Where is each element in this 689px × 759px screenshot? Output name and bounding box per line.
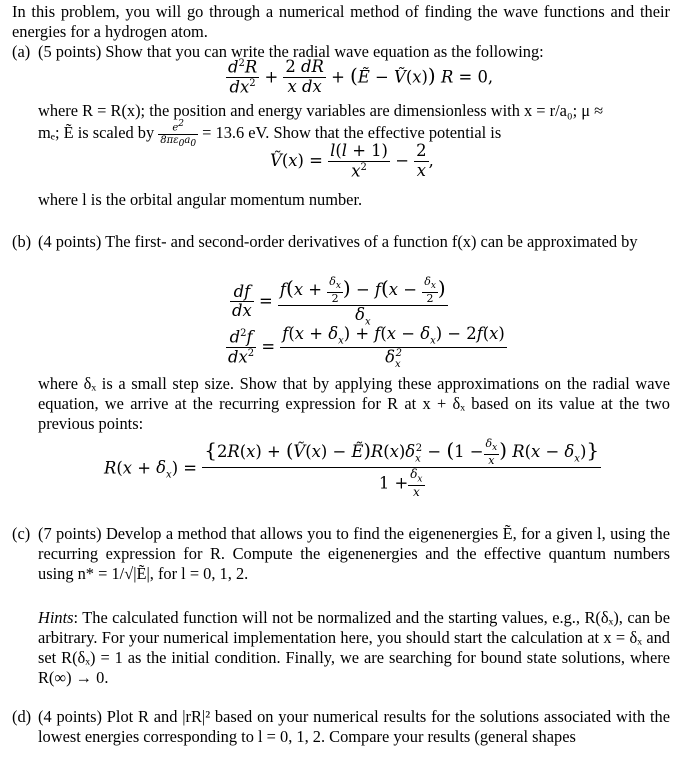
scale-text-after: = 13.6 eV. Show that the effective potential is bbox=[202, 122, 502, 142]
part-a-where-line3: where l is the orbital angular momentum number. bbox=[38, 190, 363, 209]
recurrence-equation: $R(x + \delta_x)$ = {2R(x) + (Ṽ(x) − $Ẽ)R(x)\delta_x^2 - (1$ − $\frac{\delta_x}{x}$ ) $R(x - \delta_x)$} 1 + $\frac{\delta_x}{x}$ bbox=[104, 437, 600, 499]
part-c-hints bbox=[38, 608, 670, 688]
part-c-label: (c) bbox=[12, 524, 31, 543]
part-c-text1: (7 points) Develop a method that allows you to find the eigenenergies Ẽ, for a given l, using the recurring expression for R. Compute the eigenenergies and the effective quantum numbers using n* = 1/√|Ẽ|, for l = 0, 1, 2. bbox=[38, 524, 670, 584]
effective-potential-equation: Ṽ(x) = $\frac{l(l + 1)}{x^2}$ − $\frac{2}{x}$ , bbox=[270, 141, 434, 181]
hints-label: Hints bbox=[38, 608, 74, 627]
part-d-label: (d) bbox=[12, 707, 32, 726]
radial-wave-equation: $\frac{d^2R}{dx^2}$ + $\frac{2 dR}{\text{x dx}}$ + (Ẽ − Ṽ(x)) R = 0, bbox=[228, 57, 494, 97]
part-d-text: (4 points) Plot R and |rR|² based on your numerical results for the solutions associated with the lowest energies corresponding to l = 0, 1, 2. Compare your results (general shapes bbox=[38, 707, 670, 747]
part-b-text1: (4 points) The first- and second-order derivatives of a function f(x) can be approximated by bbox=[38, 232, 638, 251]
part-b-label: (b) bbox=[12, 232, 32, 251]
first-derivative-approximation: $\frac{df}{dx}$ = f(x + $\frac{\delta_x}{2}$ ) − f(x − $\frac{\delta_x}{2}$ ) $\delta_x$ bbox=[232, 275, 446, 328]
part-a-where-line1: where R = R(x); the position and energy variables are dimensionless with x = r/a₀; μ ≈ bbox=[38, 101, 604, 120]
scale-text-before: mₑ; Ẽ is scaled by bbox=[38, 122, 155, 142]
part-a-label: (a) bbox=[12, 42, 31, 61]
second-derivative-approximation: $\frac{d^2f}{dx^2}$ = $\frac{f(x + \delta_x) + f(x - \delta_x) - 2f(x)}{\delta_x^2}$ bbox=[228, 324, 505, 370]
hints-text: : The calculated function will not be normalized and the starting values, e.g., R(δₓ), can be arbitrary. For your numerical implementation here, you should start the calculation at x = δₓ and set R(δₓ) = 1 as the initial condition. Finally, we are searching for bound state solutions, where R(∞) → 0. bbox=[38, 608, 670, 688]
energy-scale-fraction: $\frac{e^2}{8\pi\varepsilon_0a_0}$ bbox=[160, 119, 197, 149]
part-a-text: (5 points) Show that you can write the radial wave equation as the following: bbox=[38, 42, 544, 61]
intro-paragraph: In this problem, you will go through a numerical method of finding the wave functions and their energies for a hydrogen atom. bbox=[12, 2, 670, 42]
part-b-text2: where δₓ is a small step size. Show that by applying these approximations on the radial wave equation, we arrive at the recurring expression for R at x + δₓ based on its value at the two previous points: bbox=[38, 374, 670, 434]
